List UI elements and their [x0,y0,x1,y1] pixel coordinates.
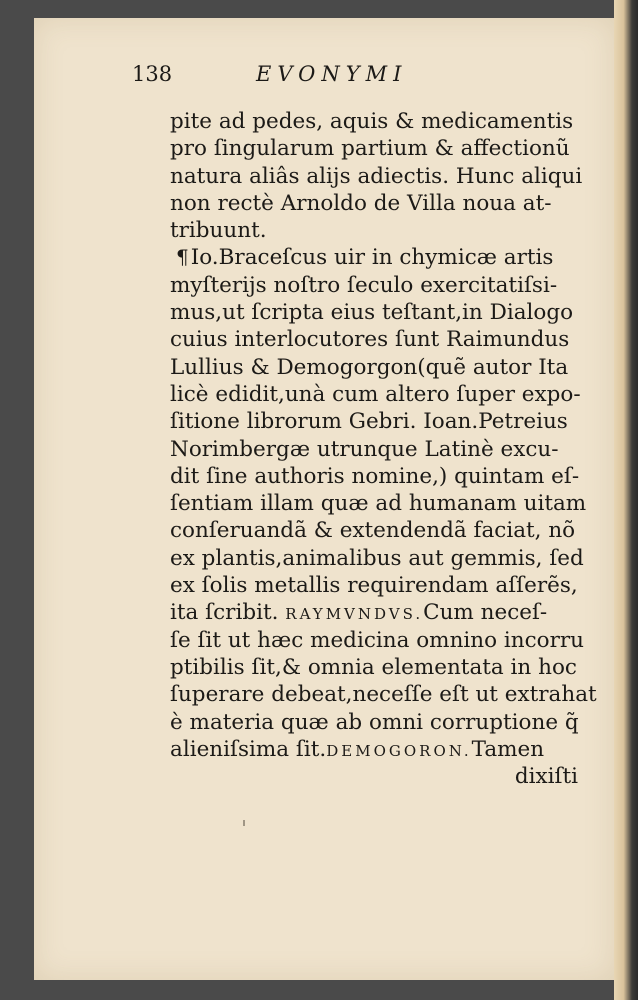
speaker-name: RAYMVNDVS. [285,605,424,624]
ink-blemish [243,820,245,826]
text-line: ex ſolis metallis requirendam aſſerẽs, [170,573,578,599]
text-line: natura aliâs alijs adiectis. Hunc aliqui [170,163,583,189]
text-line: cuius interlocutores ſunt Raimundus [170,327,570,353]
speaker-name: DEMOGORON. [326,741,472,760]
text-line: licè edidit,unà cum altero ſuper expo- [170,381,581,407]
text-line: ſentiam illam quæ ad humanam uitam [170,491,587,517]
speaker-line [170,736,590,763]
text-line: Lullius & Demogorgon(quẽ autor Ita [170,354,569,380]
text-line: Norimbergæ utrunque Latinè excu- [170,436,559,462]
page-header [132,62,532,92]
book-gutter-edge [614,0,638,1000]
text-line: dit ſine authoris nomine,) quintam eſ- [170,463,580,489]
body-text [170,108,597,790]
text-span: Io.Braceſcus uir in chymicæ artis [190,245,554,271]
text-line: ſitione librorum Gebri. Ioan.Petreius [170,409,568,435]
text-line: ſe ſit ut hæc medicina omnino incorru [170,627,585,653]
text-line: non rectè Arnoldo de Villa noua at- [170,190,552,216]
text-line: tribuunt. [170,218,267,244]
text-span: Cum neceſ- [423,600,548,626]
catchword: dixiſti [514,764,578,790]
text-span: Tamen [471,736,545,762]
text-line: myſterijs noſtro ſeculo exercitatiſsi- [170,272,558,298]
text-line: mus,ut ſcripta eius teſtant,in Dialogo [170,300,574,326]
running-head: EVONYMI [256,62,408,86]
text-span: ita ſcribit. [170,600,279,626]
text-line: ſuperare debeat,neceſſe eſt ut extrahat [170,682,597,708]
text-line: ex plantis,animalibus aut gemmis, ſed [170,545,584,571]
speaker-line [170,599,590,626]
text-line: pite ad pedes, aquis & medicamentis [170,109,574,134]
pilcrow-mark: ¶ [176,245,189,270]
text-line: pro ſingularum partium & affectionũ [170,136,570,162]
page-number: 138 [132,62,173,86]
text-line: ptibilis ſit,& omnia elementata in hoc [170,654,577,680]
text-span: alieniſsima ſit. [170,736,327,762]
paragraph-start-line [144,244,590,271]
text-line: è materia quæ ab omni corruptione q̃ [170,709,579,735]
text-line: conſeruandã & extendendã faciat, nõ [170,518,576,544]
